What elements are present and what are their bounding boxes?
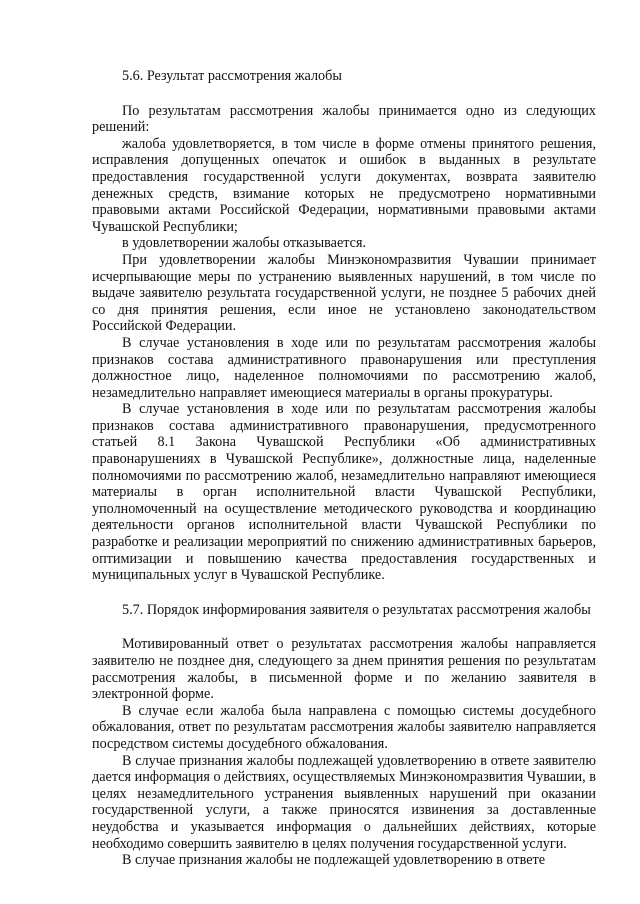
paragraph-remedy-measures: При удовлетворении жалобы Минэкономразвития Чувашии принимает исчерпывающие меры по устранению выявленных нарушений, в том числе по выдаче заявителю результата государственной услуги, не позднее 5 рабочих дней со дня принятия решения, если иное не установлено законодательством Российской Федерации. — [92, 251, 596, 335]
section-heading-5-7: 5.7. Порядок информирования заявителя о результатах рассмотрения жалобы — [122, 601, 591, 618]
paragraph-decisions-intro: По результатам рассмотрения жалобы принимается одно из следующих решений: — [92, 102, 596, 136]
paragraph-appeal-system-answer: В случае если жалоба была направлена с помощью системы досудебного обжалования, ответ по результатам рассмотрения жалобы заявителю направляется посредством системы досудебного обжалования. — [92, 702, 596, 752]
paragraph-administrative-referral: В случае установления в ходе или по результатам рассмотрения жалобы признаков состава административного правонарушения, предусмотренного статьей 8.1 Закона Чувашской Республики «Об административных правонарушениях в Чувашской Республике», должностные лица, наделенные полномочиями по рассмотрению жалоб, незамедлительно направляют имеющиеся материалы в орган исполнительной власти Чувашской Республики, уполномоченный на осуществление методического руководства и координацию деятельности органов исполнительной власти Чувашской Республики по разработке и реализации мероприятий по снижению административных барьеров, оптимизации и повышению качества предоставления государственных и муниципальных услуг в Чувашской Республике. — [92, 401, 596, 584]
paragraph-satisfied-answer-info: В случае признания жалобы подлежащей удовлетворению в ответе заявителю дается информация о действиях, осуществляемых Минэкономразвития Чувашии, в целях незамедлительного устранения выявленных нарушений при оказании государственной услуги, а также приносятся извинения за доставленные неудобства и указывается информация о дальнейших действиях, которые необходимо совершить заявителю в целях получения государственной услуги. — [92, 752, 596, 852]
paragraph-prosecution-referral: В случае установления в ходе или по результатам рассмотрения жалобы признаков состава административного правонарушения или преступления должностное лицо, наделенное полномочиями по рассмотрению жалоб, незамедлительно направляет имеющиеся материалы в органы прокуратуры. — [92, 334, 596, 401]
section-heading-5-6: 5.6. Результат рассмотрения жалобы — [122, 68, 342, 84]
paragraph-complaint-satisfied: жалоба удовлетворяется, в том числе в форме отмены принятого решения, исправления допущенных опечаток и ошибок в выданных в результате предоставления государственной услуги документах, возврата заявителю денежных средств, взимание которых не предусмотрено нормативными правовыми актами Российской Федерации, нормативными правовыми актами Чувашской Республики; — [92, 135, 596, 235]
paragraph-reasoned-answer: Мотивированный ответ о результатах рассмотрения жалобы направляется заявителю не позднее дня, следующего за днем принятия решения по результатам рассмотрения жалобы, в письменной форме и по желанию заявителя в электронной форме. — [92, 636, 596, 703]
spacer — [92, 584, 596, 602]
spacer — [92, 85, 596, 103]
paragraph-unsatisfied-answer-start: В случае признания жалобы не подлежащей удовлетворению в ответе — [122, 852, 546, 869]
spacer — [92, 618, 596, 636]
paragraph-complaint-rejected: в удовлетворении жалобы отказывается. — [122, 235, 367, 252]
